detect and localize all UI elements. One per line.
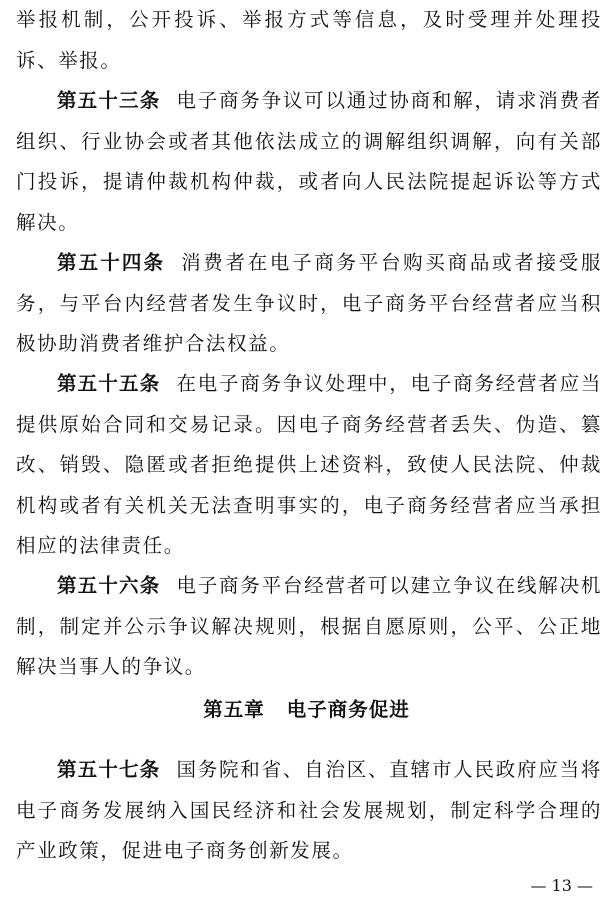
article-number: 第五十七条 <box>57 758 161 781</box>
article-number: 第五十四条 <box>57 251 166 274</box>
article-text: 国务院和省、自治区、直辖市人民政府应当将电子商务发展纳入国民经济和社会发展规划，制定科学合理的产业政策，促进电子商务创新发展。 <box>16 758 602 862</box>
article-54 <box>16 243 602 365</box>
page-number: — 13 — <box>530 876 593 895</box>
article-56 <box>16 566 602 688</box>
article-number: 第五十三条 <box>57 89 161 112</box>
article-text: 在电子商务争议处理中，电子商务经营者应当提供原始合同和交易记录。因电子商务经营者丢失、伪造、篡改、销毁、隐匿或者拒绝提供上述资料，致使人民法院、仲裁机构或者有关机关无法查明事实的，电子商务经营者应当承担相应的法律责任。 <box>16 372 602 557</box>
chapter-number: 第五章 <box>203 698 265 721</box>
article-55 <box>16 364 602 567</box>
article-text: 消费者在电子商务平台购买商品或者接受服务，与平台内经营者发生争议时，电子商务平台经营者应当积极协助消费者维护合法权益。 <box>16 251 602 355</box>
article-text: 电子商务争议可以通过协商和解，请求消费者组织、行业协会或者其他依法成立的调解组织调解，向有关部门投诉，提请仲裁机构仲裁，或者向人民法院提起诉讼等方式解决。 <box>16 89 602 234</box>
chapter-heading <box>0 694 613 722</box>
chapter-title: 电子商务促进 <box>286 698 410 721</box>
article-number: 第五十六条 <box>57 574 161 597</box>
article-53 <box>16 81 602 243</box>
paragraph-text: 举报机制，公开投诉、举报方式等信息，及时受理并处理投诉、举报。 <box>16 8 602 72</box>
article-57 <box>16 750 602 872</box>
article-text: 电子商务平台经营者可以建立争议在线解决机制，制定并公示争议解决规则，根据自愿原则，公平、公正地解决当事人的争议。 <box>16 574 602 678</box>
paragraph-continuation <box>16 0 602 81</box>
article-number: 第五十五条 <box>57 372 161 395</box>
